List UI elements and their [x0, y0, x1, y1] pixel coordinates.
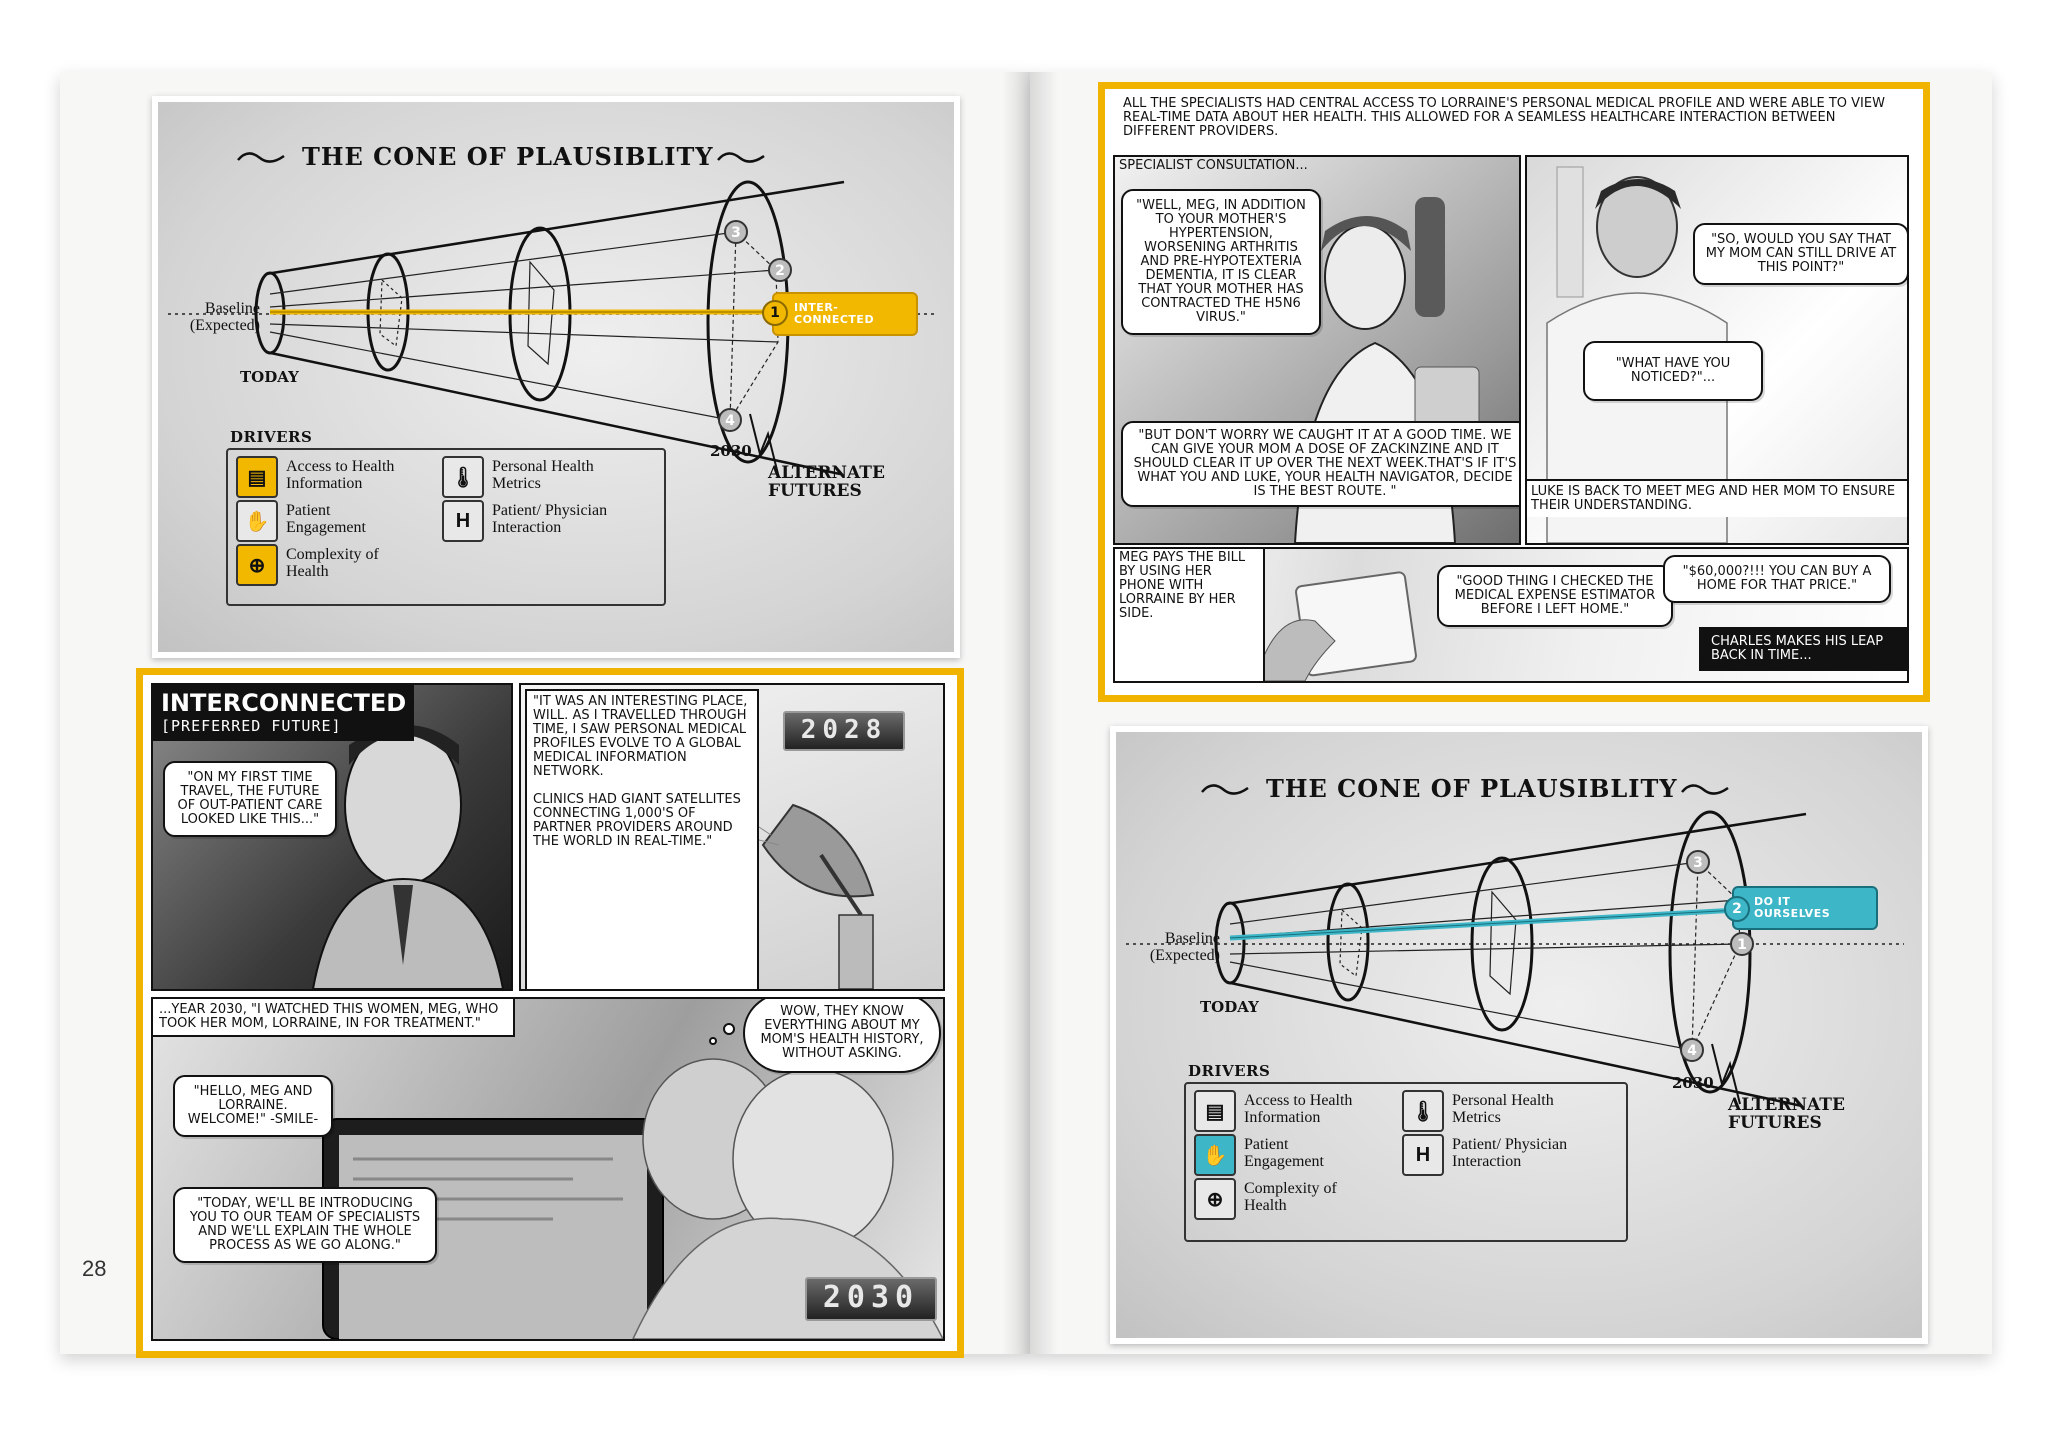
driver-complexity	[1194, 1178, 1337, 1220]
cone-marker-4	[719, 409, 741, 431]
plus-circle-icon: ⊕	[236, 544, 278, 586]
driver-access-info	[1194, 1090, 1352, 1132]
driver-line: Information	[286, 475, 363, 492]
futures-text: FUTURES	[768, 481, 862, 501]
thermometer-icon: 🌡	[442, 456, 484, 498]
cone-title: THE CONE OF PLAUSIBLITY	[302, 142, 714, 171]
comic-interconnected	[136, 668, 964, 1358]
drivers-heading: DRIVERS	[230, 428, 313, 446]
cone-marker-3	[725, 221, 747, 243]
cone-marker-4	[1681, 1039, 1703, 1061]
hand-icon: ✋	[236, 500, 278, 542]
cone-marker-label: 4	[1687, 1043, 1697, 1059]
baseline-label	[178, 300, 260, 334]
cone-marker-label: 4	[725, 413, 735, 429]
comic-specialists	[1098, 82, 1930, 702]
hand-icon: ✋	[1194, 1134, 1236, 1176]
speech-bubble-hypertension: "WELL, MEG, IN ADDITION TO YOUR MOTHER'S HYPERTENSION, WORSENING ARTHRITIS AND PRE-HYPOTEXTERIA DEMENTIA, IT IS CLEAR THAT YOUR MOTHER HAS CONTRACTED THE H5N6 VIRUS."	[1121, 189, 1321, 335]
cone-marker-label: 1	[1737, 937, 1747, 953]
panel-time-traveler	[151, 683, 513, 991]
futures-text: FUTURES	[1728, 1113, 1822, 1133]
panel-pay-bill	[1113, 547, 1909, 683]
driver-line: Information	[1244, 1109, 1321, 1126]
driver-line: Complexity of	[1244, 1180, 1337, 1197]
document-list-icon: ▤	[236, 456, 278, 498]
driver-line: Patient	[1244, 1136, 1289, 1153]
driver-line: Health	[1244, 1197, 1287, 1214]
speech-bubble-60000: "$60,000?!!! YOU CAN BUY A HOME FOR THAT PRICE."	[1663, 555, 1891, 603]
expected-text: (Expected)	[189, 317, 260, 334]
driver-line: Complexity of	[286, 546, 379, 563]
narration-text-2: CLINICS HAD GIANT SATELLITES CONNECTING 1,000'S OF PARTNER PROVIDERS AROUND THE WORLD IN REAL-TIME."	[533, 792, 741, 849]
driver-patient-physician	[442, 500, 607, 542]
drivers-heading: DRIVERS	[1188, 1062, 1271, 1080]
alternate-text: ALTERNATE	[1728, 1095, 1845, 1115]
speech-bubble-drive: "SO, WOULD YOU SAY THAT MY MOM CAN STILL DRIVE AT THIS POINT?"	[1693, 223, 1909, 285]
plus-circle-icon: ⊕	[1194, 1178, 1236, 1220]
driver-line: Personal Health	[1452, 1092, 1554, 1109]
cone-marker-1	[1731, 933, 1753, 955]
panel-luke	[1525, 155, 1909, 545]
driver-patient-engagement	[1194, 1134, 1324, 1176]
cone-marker-label: 3	[1693, 855, 1703, 871]
driver-line: Health	[286, 563, 329, 580]
year-counter-2028: 2028	[783, 711, 905, 751]
narration-box	[525, 689, 759, 991]
tag-line-2: CONNECTED	[794, 313, 875, 326]
today-label: TODAY	[240, 368, 299, 386]
caption-specialist-consultation: SPECIALIST CONSULTATION...	[1119, 158, 1308, 173]
driver-line: Metrics	[492, 475, 541, 492]
driver-line: Metrics	[1452, 1109, 1501, 1126]
narration-text-1: "IT WAS AN INTERESTING PLACE, WILL. AS I TRAVELLED THROUGH TIME, I SAW PERSONAL MEDICAL PROFILES EVOLVE TO A GLOBAL MEDICAL INFORMATION NETWORK.	[533, 694, 748, 779]
tag-line-1: INTER-	[794, 301, 839, 314]
driver-access-info	[236, 456, 394, 498]
page-number: 28	[82, 1256, 107, 1281]
driver-line: Engagement	[286, 519, 366, 536]
book-gutter	[1002, 72, 1058, 1354]
cone-slide-top	[152, 96, 960, 658]
preferred-future-subtitle: [PREFERRED FUTURE]	[161, 717, 342, 735]
baseline-label	[1136, 930, 1220, 964]
interconnected-title: INTERCONNECTED	[161, 689, 407, 717]
cone-marker-label: 2	[775, 263, 785, 279]
cone-marker-label: 3	[731, 225, 741, 241]
hospital-h-icon: H	[442, 500, 484, 542]
driver-line: Personal Health	[492, 458, 594, 475]
driver-line: Interaction	[492, 519, 562, 536]
year-label: 2030	[710, 442, 752, 460]
driver-health-metrics	[1402, 1090, 1554, 1132]
cone-marker-label: 1	[770, 305, 780, 321]
tag-line-1: DO IT	[1754, 895, 1791, 908]
caption-central-access: ALL THE SPECIALISTS HAD CENTRAL ACCESS TO LORRAINE'S PERSONAL MEDICAL PROFILE AND WERE ABLE TO VIEW REAL-TIME DATA ABOUT HER HEALTH. THIS ALLOWED FOR A SEAMLESS HEALTHCARE INTERACTION BETWEEN DIFFERENT PROVIDERS.	[1113, 95, 1921, 141]
panel-specialist-consult	[1113, 155, 1521, 545]
interconnected-tag	[772, 292, 918, 336]
cone-marker-2	[769, 259, 791, 281]
baseline-text: Baseline	[204, 300, 260, 317]
cone-marker-1	[762, 300, 788, 326]
today-label: TODAY	[1200, 998, 1259, 1016]
alternate-text: ALTERNATE	[768, 463, 885, 483]
baseline-text: Baseline	[1164, 930, 1220, 947]
cone-marker-3	[1687, 851, 1709, 873]
driver-line: Access to Health	[286, 458, 395, 475]
panel-narration-satellite	[519, 683, 945, 991]
alternate-futures-label	[768, 464, 885, 500]
do-it-ourselves-tag	[1732, 886, 1878, 930]
year-label: 2030	[1672, 1074, 1714, 1092]
driver-patient-physician	[1402, 1134, 1567, 1176]
thermometer-icon: 🌡	[1402, 1090, 1444, 1132]
driver-line: Patient/ Physician	[492, 502, 608, 519]
panel-clinic-2030	[151, 997, 945, 1341]
interconnected-heading	[153, 685, 414, 741]
driver-line: Engagement	[1244, 1153, 1324, 1170]
driver-line: Interaction	[1452, 1153, 1522, 1170]
thought-bubble-wow: WOW, THEY KNOW EVERYTHING ABOUT MY MOM'S HEALTH HISTORY, WITHOUT ASKING.	[743, 997, 941, 1073]
speech-bubble-dont-worry: "BUT DON'T WORRY WE CAUGHT IT AT A GOOD TIME. WE CAN GIVE YOUR MOM A DOSE OF ZACKINZINE AND IT SHOULD CLEAR IT UP OVER THE NEXT WEEK.THAT'S IF IT'S WHAT YOU AND LUKE, YOUR HEALTH NAVIGATOR, DECIDE IS THE BEST ROUTE. "	[1121, 421, 1521, 507]
thought-dot	[709, 1037, 717, 1045]
thought-dot	[723, 1023, 735, 1035]
driver-line: Access to Health	[1244, 1092, 1353, 1109]
cone-title: THE CONE OF PLAUSIBLITY	[1266, 774, 1678, 803]
alternate-futures-label	[1728, 1096, 1845, 1132]
caption-luke-back: LUKE IS BACK TO MEET MEG AND HER MOM TO ENSURE THEIR UNDERSTANDING.	[1525, 479, 1909, 517]
driver-line: Patient	[286, 502, 331, 519]
cone-marker-label: 2	[1732, 901, 1742, 917]
caption-pays-bill: MEG PAYS THE BILL BY USING HER PHONE WITH LORRAINE BY HER SIDE.	[1113, 547, 1265, 683]
speech-bubble-noticed: "WHAT HAVE YOU NOTICED?"...	[1583, 341, 1763, 401]
driver-line: Patient/ Physician	[1452, 1136, 1568, 1153]
expected-text: (Expected)	[1149, 947, 1220, 964]
speech-bubble-today: "TODAY, WE'LL BE INTRODUCING YOU TO OUR TEAM OF SPECIALISTS AND WE'LL EXPLAIN THE WHOLE PROCESS AS WE GO ALONG."	[173, 1187, 437, 1263]
driver-complexity	[236, 544, 379, 586]
caption-year-2030: ...YEAR 2030, "I WATCHED THIS WOMEN, MEG, WHO TOOK HER MOM, LORRAINE, IN FOR TREATMENT."	[151, 997, 515, 1037]
tag-line-2: OURSELVES	[1754, 907, 1831, 920]
driver-patient-engagement	[236, 500, 366, 542]
document-list-icon: ▤	[1194, 1090, 1236, 1132]
caption-charles-leap: CHARLES MAKES HIS LEAP BACK IN TIME...	[1699, 627, 1909, 671]
speech-bubble-first-time: "ON MY FIRST TIME TRAVEL, THE FUTURE OF OUT-PATIENT CARE LOOKED LIKE THIS..."	[163, 761, 337, 837]
cone-slide-bottom	[1110, 726, 1928, 1344]
driver-health-metrics	[442, 456, 594, 498]
hospital-h-icon: H	[1402, 1134, 1444, 1176]
speech-bubble-good-thing: "GOOD THING I CHECKED THE MEDICAL EXPENSE ESTIMATOR BEFORE I LEFT HOME."	[1437, 565, 1673, 627]
cone-marker-2	[1724, 896, 1750, 922]
year-counter-2030: 2030	[805, 1277, 937, 1321]
speech-bubble-hello: "HELLO, MEG AND LORRAINE. WELCOME!" -SMILE-	[173, 1075, 333, 1137]
